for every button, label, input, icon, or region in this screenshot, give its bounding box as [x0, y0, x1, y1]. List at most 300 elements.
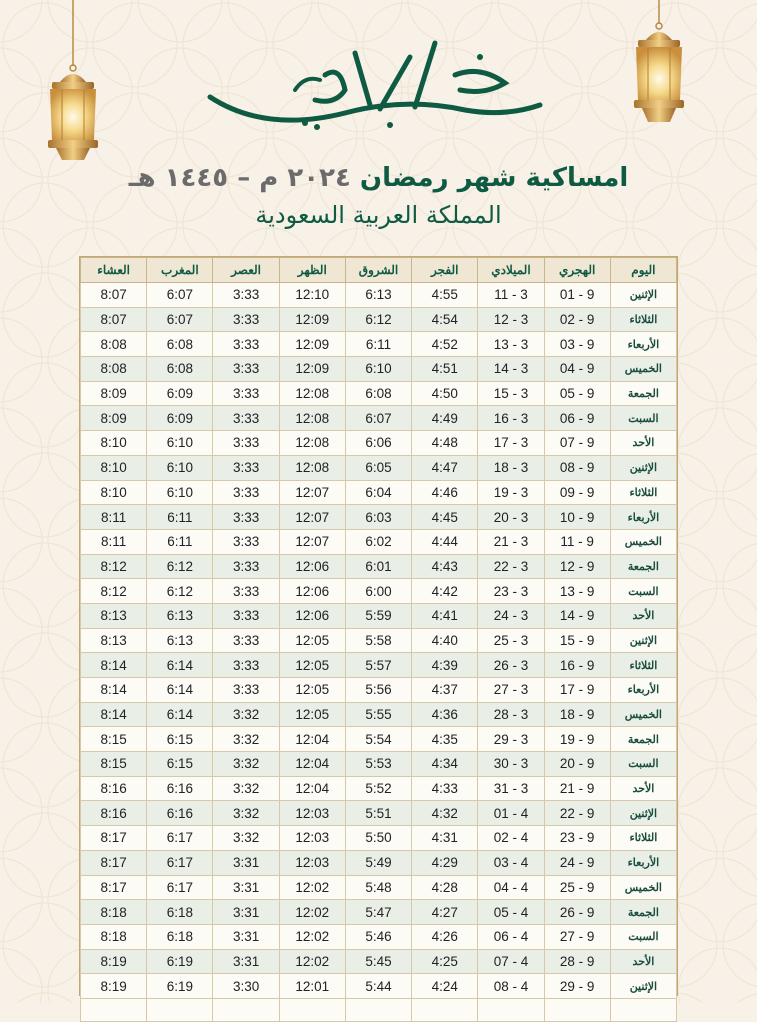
table-cell: 6:05: [345, 455, 411, 480]
table-cell: 15 - 3: [478, 381, 544, 406]
table-cell: 03 - 9: [544, 332, 610, 357]
table-cell-empty: [279, 998, 345, 1021]
table-cell: الخميس: [610, 702, 676, 727]
table-cell: 6:08: [147, 357, 213, 382]
table-cell: 19 - 9: [544, 727, 610, 752]
table-cell: 8:10: [81, 455, 147, 480]
table-cell: 8:08: [81, 332, 147, 357]
table-cell: 03 - 4: [478, 850, 544, 875]
table-cell: 5:53: [345, 752, 411, 777]
table-cell: 4:52: [412, 332, 478, 357]
table-cell: 12:08: [279, 431, 345, 456]
table-cell: 8:11: [81, 529, 147, 554]
page-subtitle: المملكة العربية السعودية: [255, 201, 502, 229]
table-cell: 4:40: [412, 628, 478, 653]
table-row: [81, 307, 677, 332]
table-cell: 26 - 9: [544, 900, 610, 925]
table-cell: 6:10: [147, 480, 213, 505]
table-cell: 20 - 3: [478, 505, 544, 530]
table-row-empty: [81, 998, 677, 1021]
table-cell: 21 - 3: [478, 529, 544, 554]
table-cell: 6:09: [147, 381, 213, 406]
table-cell: 6:13: [147, 603, 213, 628]
table-cell: 4:55: [412, 283, 478, 308]
table-cell: 16 - 9: [544, 653, 610, 678]
table-cell: 3:32: [213, 801, 279, 826]
table-cell: 13 - 3: [478, 332, 544, 357]
table-cell: 12:05: [279, 628, 345, 653]
table-cell: 8:07: [81, 307, 147, 332]
table-cell: الإثنين: [610, 974, 676, 999]
table-cell: الثلاثاء: [610, 480, 676, 505]
table-cell: 08 - 9: [544, 455, 610, 480]
table-row: [81, 826, 677, 851]
table-cell: 5:45: [345, 949, 411, 974]
table-cell: 12:09: [279, 332, 345, 357]
table-cell: 22 - 9: [544, 801, 610, 826]
table-cell: 11 - 3: [478, 283, 544, 308]
table-cell: 4:44: [412, 529, 478, 554]
table-row: [81, 752, 677, 777]
table-row: [81, 801, 677, 826]
table-cell: 23 - 9: [544, 826, 610, 851]
col-header: الهجري: [544, 258, 610, 283]
table-cell: الأربعاء: [610, 850, 676, 875]
table-cell: 28 - 3: [478, 702, 544, 727]
table-cell: 3:32: [213, 752, 279, 777]
table-cell: 16 - 3: [478, 406, 544, 431]
table-cell: 12:07: [279, 505, 345, 530]
table-cell: 3:33: [213, 307, 279, 332]
table-cell: 27 - 9: [544, 924, 610, 949]
table-cell: 14 - 9: [544, 603, 610, 628]
table-cell: الثلاثاء: [610, 653, 676, 678]
table-cell: 8:09: [81, 381, 147, 406]
table-cell: 23 - 3: [478, 579, 544, 604]
table-row: [81, 579, 677, 604]
table-cell: 6:18: [147, 924, 213, 949]
table-cell: 6:17: [147, 826, 213, 851]
table-cell: الخميس: [610, 529, 676, 554]
table-cell: 07 - 9: [544, 431, 610, 456]
table-cell: 3:32: [213, 702, 279, 727]
table-row: [81, 850, 677, 875]
table-cell: 29 - 3: [478, 727, 544, 752]
table-cell: 12:07: [279, 529, 345, 554]
table-cell: الأحد: [610, 776, 676, 801]
table-cell: 24 - 9: [544, 850, 610, 875]
table-cell: 6:14: [147, 653, 213, 678]
table-row: [81, 727, 677, 752]
table-cell: الأحد: [610, 431, 676, 456]
table-cell: 12:03: [279, 826, 345, 851]
table-cell: 3:33: [213, 431, 279, 456]
table-cell: 4:39: [412, 653, 478, 678]
table-cell: الثلاثاء: [610, 826, 676, 851]
table-row: [81, 628, 677, 653]
col-header: العصر: [213, 258, 279, 283]
imsakiya-table: [80, 257, 677, 1022]
table-cell: 6:16: [147, 776, 213, 801]
table-cell: 12:07: [279, 480, 345, 505]
table-cell: 6:10: [147, 455, 213, 480]
table-cell: 12:04: [279, 776, 345, 801]
table-cell: 3:33: [213, 628, 279, 653]
table-cell: 3:33: [213, 603, 279, 628]
table-cell: 8:14: [81, 702, 147, 727]
col-header: الفجر: [412, 258, 478, 283]
table-cell: 6:19: [147, 974, 213, 999]
table-cell: 6:16: [147, 801, 213, 826]
table-cell: 17 - 9: [544, 678, 610, 703]
table-cell: 12:01: [279, 974, 345, 999]
table-cell: 8:08: [81, 357, 147, 382]
table-cell: الخميس: [610, 357, 676, 382]
table-cell: 12:08: [279, 455, 345, 480]
table-cell: 28 - 9: [544, 949, 610, 974]
table-cell: 6:03: [345, 505, 411, 530]
col-header: الميلادي: [478, 258, 544, 283]
table-cell: 4:32: [412, 801, 478, 826]
table-cell: 8:15: [81, 727, 147, 752]
table-row: [81, 332, 677, 357]
table-cell: 8:18: [81, 924, 147, 949]
lantern-icon: [628, 0, 690, 130]
table-cell: 8:09: [81, 406, 147, 431]
table-cell: 12:06: [279, 579, 345, 604]
table-cell: 8:12: [81, 554, 147, 579]
table-cell: 12:09: [279, 307, 345, 332]
table-row: [81, 678, 677, 703]
table-cell: 6:14: [147, 678, 213, 703]
table-cell: 20 - 9: [544, 752, 610, 777]
table-cell: 8:17: [81, 850, 147, 875]
table-cell: 19 - 3: [478, 480, 544, 505]
table-cell: 22 - 3: [478, 554, 544, 579]
table-cell: 5:55: [345, 702, 411, 727]
table-cell: 6:11: [147, 529, 213, 554]
table-cell: 12:04: [279, 752, 345, 777]
table-cell: 6:19: [147, 949, 213, 974]
table-cell: 3:33: [213, 381, 279, 406]
table-row: [81, 974, 677, 999]
table-cell: 8:14: [81, 678, 147, 703]
table-cell: 3:33: [213, 653, 279, 678]
table-cell: الأربعاء: [610, 505, 676, 530]
table-row: [81, 603, 677, 628]
table-cell: 25 - 9: [544, 875, 610, 900]
table-cell: 15 - 9: [544, 628, 610, 653]
table-cell: 3:33: [213, 283, 279, 308]
table-cell: 6:15: [147, 727, 213, 752]
table-cell: 4:27: [412, 900, 478, 925]
table-row: [81, 776, 677, 801]
page-title: [0, 158, 757, 198]
table-cell: 6:14: [147, 702, 213, 727]
table-cell: الإثنين: [610, 283, 676, 308]
table-cell: 5:52: [345, 776, 411, 801]
table-cell: 27 - 3: [478, 678, 544, 703]
table-row: [81, 875, 677, 900]
table-cell: 4:31: [412, 826, 478, 851]
table-cell: 8:19: [81, 949, 147, 974]
table-cell: 6:18: [147, 900, 213, 925]
table-row: [81, 900, 677, 925]
table-cell: 4:33: [412, 776, 478, 801]
table-cell: 4:25: [412, 949, 478, 974]
table-cell: 31 - 3: [478, 776, 544, 801]
table-cell: 3:31: [213, 850, 279, 875]
table-cell: 4:28: [412, 875, 478, 900]
table-cell: 6:12: [345, 307, 411, 332]
table-row: [81, 455, 677, 480]
table-cell: 13 - 9: [544, 579, 610, 604]
table-cell: الإثنين: [610, 628, 676, 653]
table-cell: 8:14: [81, 653, 147, 678]
table-cell: الأربعاء: [610, 678, 676, 703]
table-cell: 8:16: [81, 801, 147, 826]
table-cell: 04 - 4: [478, 875, 544, 900]
table-cell: 5:49: [345, 850, 411, 875]
table-cell: 14 - 3: [478, 357, 544, 382]
table-cell: 3:33: [213, 480, 279, 505]
table-cell: 3:33: [213, 579, 279, 604]
table-cell: 5:47: [345, 900, 411, 925]
table-cell: 12:06: [279, 554, 345, 579]
table-cell: السبت: [610, 924, 676, 949]
imsakiya-table-container: [79, 256, 678, 996]
table-cell: 6:09: [147, 406, 213, 431]
table-row: [81, 949, 677, 974]
table-row: [81, 924, 677, 949]
table-cell: 6:15: [147, 752, 213, 777]
table-cell: 6:17: [147, 850, 213, 875]
table-cell: 6:10: [147, 431, 213, 456]
table-cell: 8:17: [81, 875, 147, 900]
table-cell: 4:37: [412, 678, 478, 703]
table-cell: 26 - 3: [478, 653, 544, 678]
table-cell: الأحد: [610, 603, 676, 628]
table-cell: 3:32: [213, 727, 279, 752]
table-cell: 4:54: [412, 307, 478, 332]
table-cell: الأحد: [610, 949, 676, 974]
table-cell: 4:29: [412, 850, 478, 875]
table-cell: 09 - 9: [544, 480, 610, 505]
table-cell: 3:33: [213, 455, 279, 480]
table-cell: السبت: [610, 579, 676, 604]
table-cell: 3:31: [213, 875, 279, 900]
title-main: امساكية شهر رمضان: [359, 163, 629, 193]
table-row: [81, 505, 677, 530]
table-cell: 12:05: [279, 678, 345, 703]
col-header: العشاء: [81, 258, 147, 283]
table-cell: 6:07: [147, 283, 213, 308]
table-cell: 3:33: [213, 554, 279, 579]
table-cell: الخميس: [610, 875, 676, 900]
table-header-row: [81, 258, 677, 283]
table-cell: 8:19: [81, 974, 147, 999]
table-cell: 12:08: [279, 406, 345, 431]
table-row: [81, 529, 677, 554]
table-cell-empty: [544, 998, 610, 1021]
table-cell: 08 - 4: [478, 974, 544, 999]
table-cell: 6:07: [147, 307, 213, 332]
table-cell: 12:02: [279, 924, 345, 949]
table-cell: 3:31: [213, 924, 279, 949]
table-row: [81, 381, 677, 406]
table-cell: 6:07: [345, 406, 411, 431]
table-cell: الثلاثاء: [610, 307, 676, 332]
table-cell: 6:13: [147, 628, 213, 653]
col-header: المغرب: [147, 258, 213, 283]
table-cell: 12:06: [279, 603, 345, 628]
table-cell: 6:13: [345, 283, 411, 308]
lantern-icon: [38, 0, 108, 170]
table-cell: 5:51: [345, 801, 411, 826]
table-cell: الأربعاء: [610, 332, 676, 357]
table-row: [81, 653, 677, 678]
table-cell-empty: [345, 998, 411, 1021]
table-cell: 5:56: [345, 678, 411, 703]
table-cell: 4:50: [412, 381, 478, 406]
table-cell: الجمعة: [610, 900, 676, 925]
table-cell: 6:10: [345, 357, 411, 382]
table-cell: 18 - 9: [544, 702, 610, 727]
table-cell: 21 - 9: [544, 776, 610, 801]
table-cell: 5:44: [345, 974, 411, 999]
table-cell: 11 - 9: [544, 529, 610, 554]
table-cell: 10 - 9: [544, 505, 610, 530]
table-cell: 4:36: [412, 702, 478, 727]
table-cell: 12:05: [279, 653, 345, 678]
table-cell: 8:15: [81, 752, 147, 777]
col-header: الظهر: [279, 258, 345, 283]
table-cell-empty: [147, 998, 213, 1021]
table-cell: 3:31: [213, 949, 279, 974]
table-cell: 4:26: [412, 924, 478, 949]
table-cell: 4:41: [412, 603, 478, 628]
table-cell: 6:12: [147, 579, 213, 604]
table-cell: 6:00: [345, 579, 411, 604]
table-cell: 4:43: [412, 554, 478, 579]
table-cell-empty: [412, 998, 478, 1021]
table-row: [81, 480, 677, 505]
table-cell: 4:35: [412, 727, 478, 752]
table-cell: 5:48: [345, 875, 411, 900]
table-cell: 6:12: [147, 554, 213, 579]
table-cell: 3:33: [213, 505, 279, 530]
table-cell: 5:58: [345, 628, 411, 653]
table-cell: 3:32: [213, 826, 279, 851]
table-cell: 3:30: [213, 974, 279, 999]
table-cell: 4:24: [412, 974, 478, 999]
table-cell: 6:02: [345, 529, 411, 554]
table-cell: الإثنين: [610, 455, 676, 480]
table-cell: 12 - 3: [478, 307, 544, 332]
table-cell: 4:49: [412, 406, 478, 431]
table-cell: 12:10: [279, 283, 345, 308]
table-cell: 6:11: [345, 332, 411, 357]
table-cell: 24 - 3: [478, 603, 544, 628]
table-cell: 6:08: [345, 381, 411, 406]
table-cell: 6:01: [345, 554, 411, 579]
table-cell: 8:10: [81, 431, 147, 456]
table-cell: 5:54: [345, 727, 411, 752]
table-cell: 12:09: [279, 357, 345, 382]
table-cell: 6:11: [147, 505, 213, 530]
table-cell: 3:33: [213, 332, 279, 357]
table-cell: 12:04: [279, 727, 345, 752]
table-cell: 12:03: [279, 801, 345, 826]
table-cell: 4:45: [412, 505, 478, 530]
table-cell: 5:46: [345, 924, 411, 949]
table-cell: 01 - 9: [544, 283, 610, 308]
table-cell: 05 - 9: [544, 381, 610, 406]
table-cell: الإثنين: [610, 801, 676, 826]
table-cell-empty: [610, 998, 676, 1021]
table-cell: السبت: [610, 406, 676, 431]
table-cell: 04 - 9: [544, 357, 610, 382]
table-cell: 3:33: [213, 406, 279, 431]
table-row: [81, 283, 677, 308]
table-cell: الجمعة: [610, 554, 676, 579]
table-cell: 05 - 4: [478, 900, 544, 925]
table-cell: 3:33: [213, 529, 279, 554]
table-row: [81, 357, 677, 382]
table-cell: 8:13: [81, 628, 147, 653]
table-cell: 12:03: [279, 850, 345, 875]
table-cell-empty: [478, 998, 544, 1021]
table-cell: 12:02: [279, 949, 345, 974]
table-row: [81, 406, 677, 431]
table-cell: 6:17: [147, 875, 213, 900]
table-cell: 12:05: [279, 702, 345, 727]
table-cell-empty: [213, 998, 279, 1021]
table-cell: 5:59: [345, 603, 411, 628]
table-cell: 4:46: [412, 480, 478, 505]
table-cell: 8:17: [81, 826, 147, 851]
table-cell: 8:12: [81, 579, 147, 604]
table-body: [81, 283, 677, 1022]
table-cell: 12 - 9: [544, 554, 610, 579]
table-cell: 8:13: [81, 603, 147, 628]
table-cell: 12:08: [279, 381, 345, 406]
table-cell: 8:11: [81, 505, 147, 530]
table-cell: 8:07: [81, 283, 147, 308]
table-cell: 5:50: [345, 826, 411, 851]
table-cell: 29 - 9: [544, 974, 610, 999]
ramadan-kareem-calligraphy: [205, 35, 545, 140]
col-header: الشروق: [345, 258, 411, 283]
table-cell: 4:34: [412, 752, 478, 777]
table-cell: 8:10: [81, 480, 147, 505]
table-cell: 17 - 3: [478, 431, 544, 456]
table-cell: السبت: [610, 752, 676, 777]
table-cell: 25 - 3: [478, 628, 544, 653]
table-cell: 06 - 9: [544, 406, 610, 431]
table-cell-empty: [81, 998, 147, 1021]
table-cell: 06 - 4: [478, 924, 544, 949]
table-cell: 18 - 3: [478, 455, 544, 480]
table-cell: 5:57: [345, 653, 411, 678]
table-row: [81, 702, 677, 727]
table-cell: 02 - 9: [544, 307, 610, 332]
table-cell: 02 - 4: [478, 826, 544, 851]
table-row: [81, 431, 677, 456]
table-cell: 8:16: [81, 776, 147, 801]
table-cell: 6:06: [345, 431, 411, 456]
table-cell: الجمعة: [610, 381, 676, 406]
